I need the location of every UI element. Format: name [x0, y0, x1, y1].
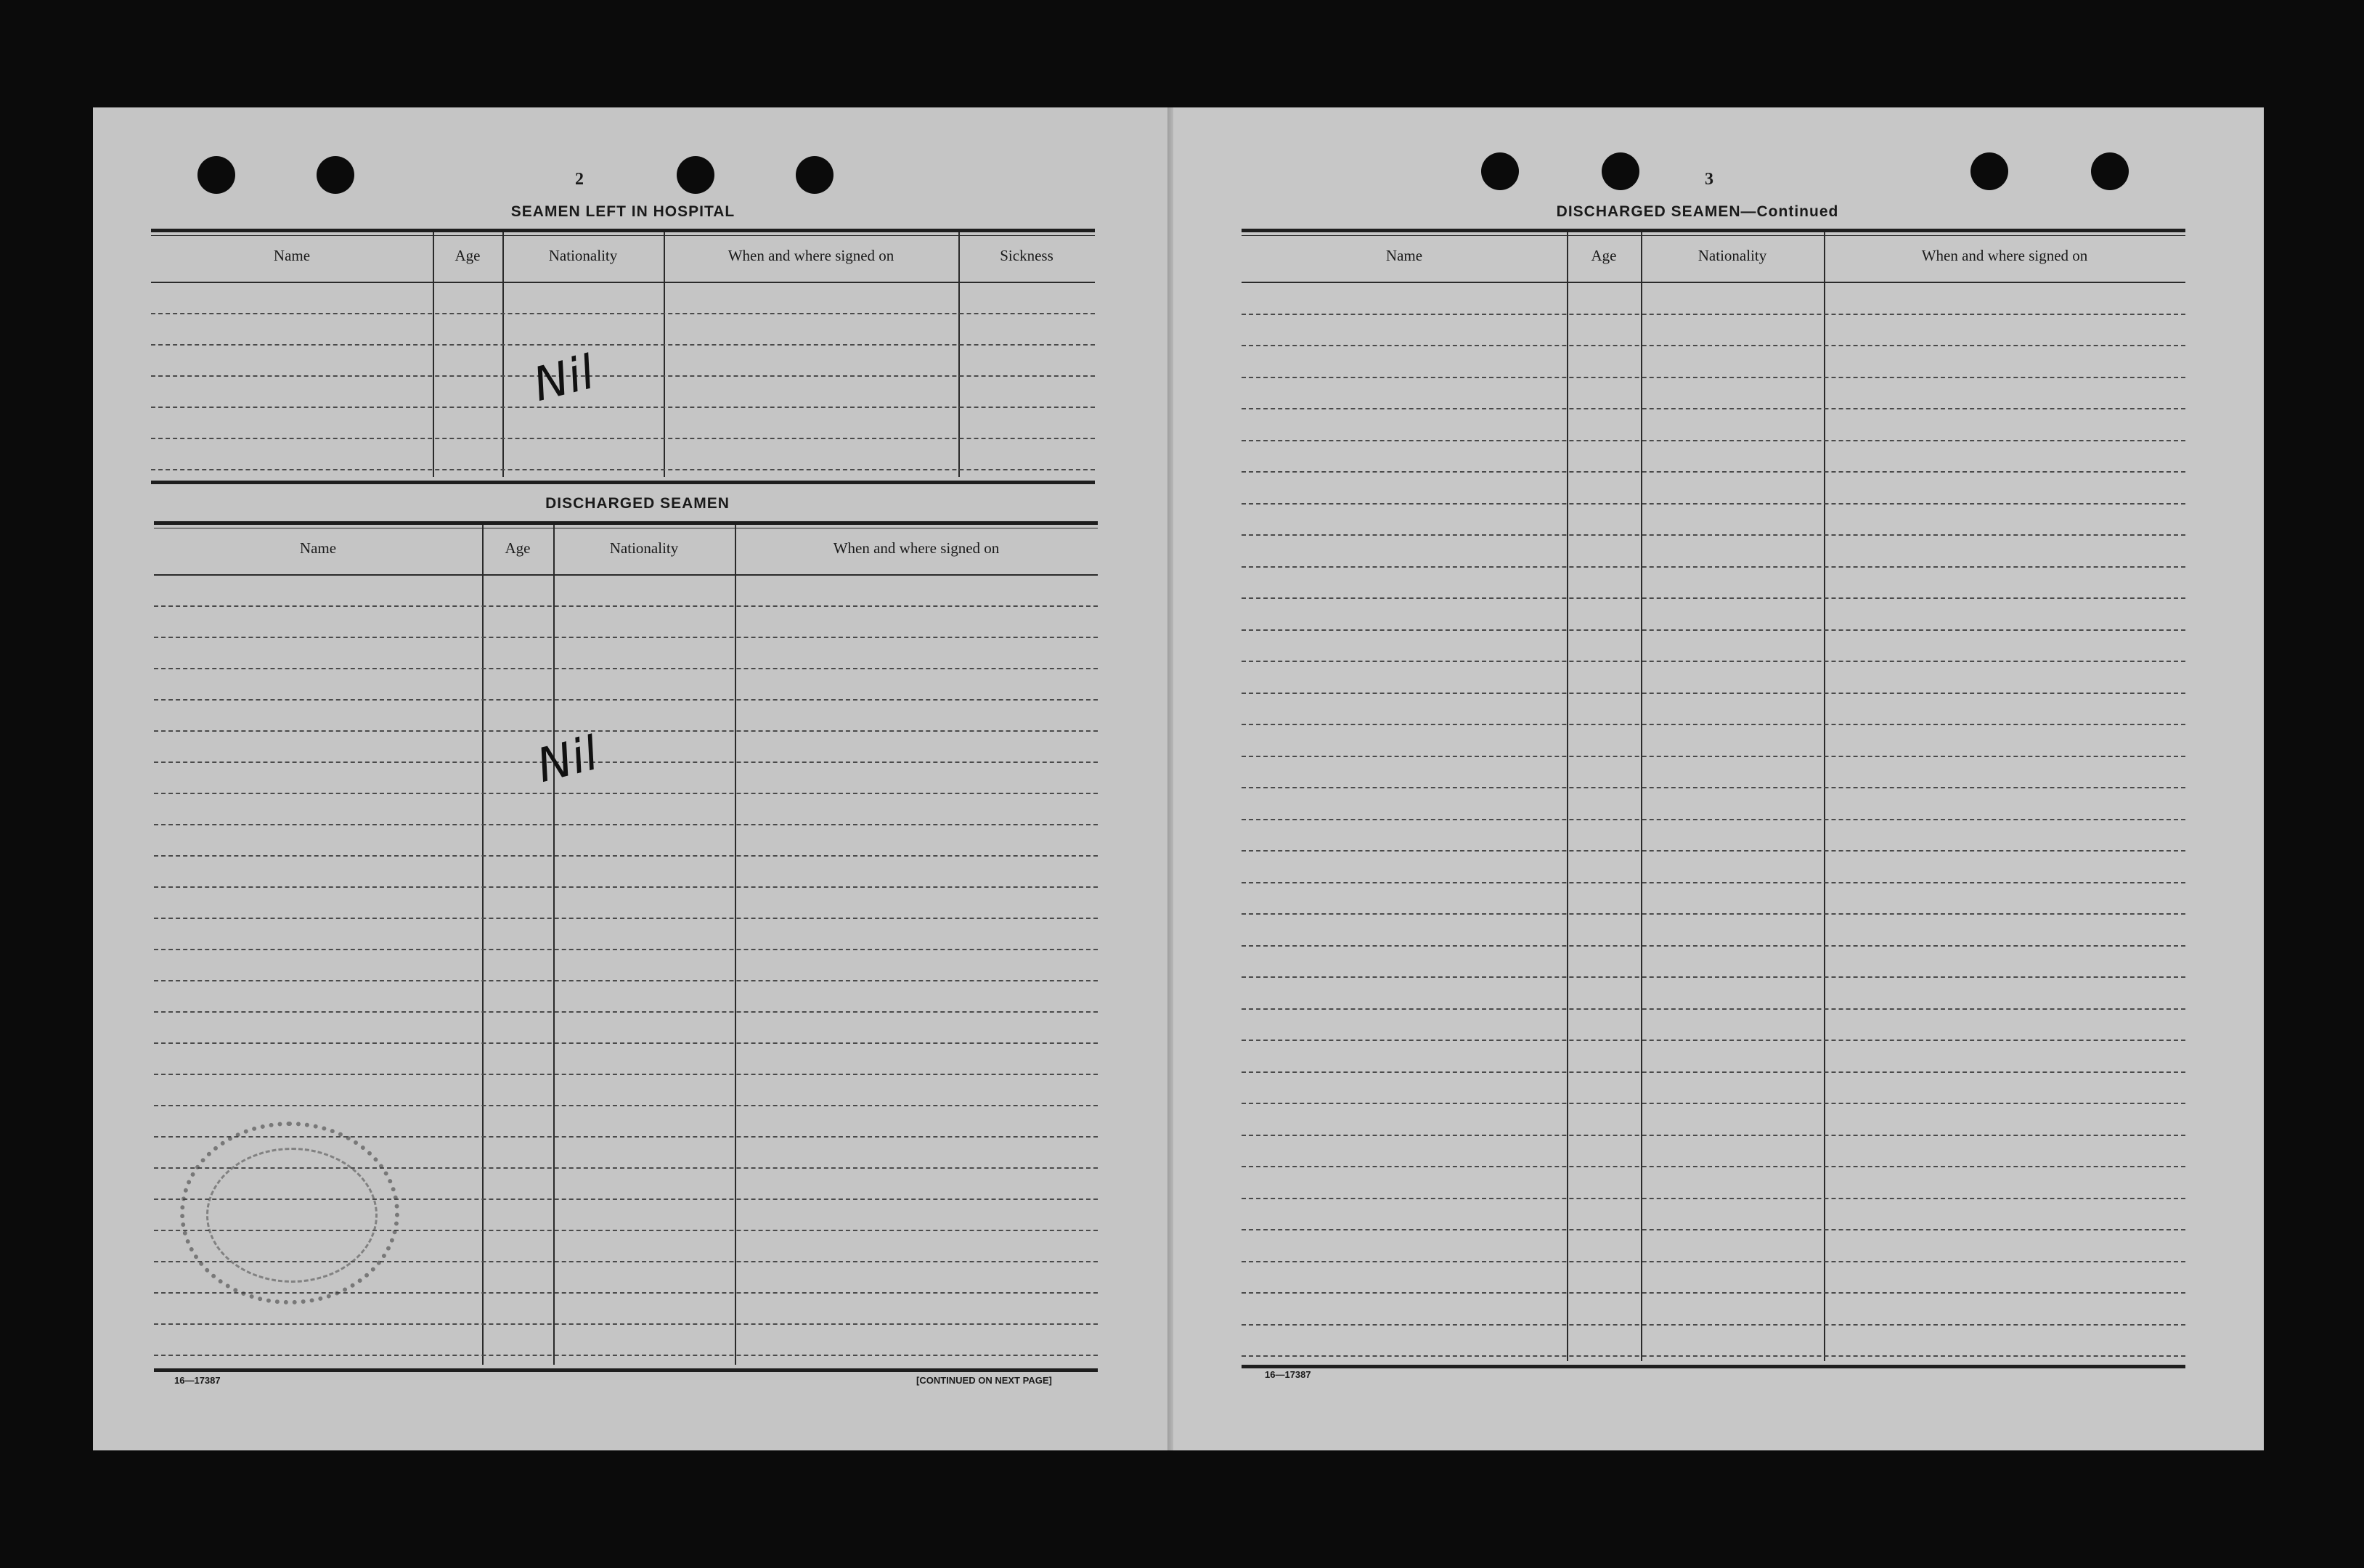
table-row [1242, 314, 2185, 315]
punch-hole [317, 156, 354, 194]
table-top-rule [1242, 235, 2185, 236]
column-divider [433, 232, 434, 477]
table-row [1242, 471, 2185, 473]
table-row [154, 668, 1098, 669]
handwritten-nil: Nil [531, 727, 604, 793]
table-row [154, 793, 1098, 794]
table-row [1242, 976, 2185, 978]
table-row [154, 1105, 1098, 1106]
table-top-rule [151, 235, 1095, 236]
punch-hole [677, 156, 714, 194]
column-divider [482, 525, 484, 1365]
table-row [154, 1042, 1098, 1044]
header-rule [1242, 282, 2185, 283]
stamp-inner-ring [206, 1148, 378, 1283]
handwritten-nil: Nil [528, 346, 600, 412]
table-row [1242, 724, 2185, 725]
table-row [1242, 661, 2185, 662]
punch-hole [796, 156, 833, 194]
table-row [1242, 597, 2185, 599]
table-row [1242, 1103, 2185, 1104]
punch-hole [1481, 152, 1519, 190]
column-divider [1641, 232, 1642, 1361]
table-row [151, 407, 1095, 408]
table-row [154, 761, 1098, 763]
table-row [1242, 345, 2185, 346]
header-rule [151, 282, 1095, 283]
table-row [151, 375, 1095, 377]
table-row [154, 980, 1098, 981]
table-row [154, 605, 1098, 607]
discharged-section-title: DISCHARGED SEAMEN [545, 495, 730, 512]
table-row [1242, 693, 2185, 694]
column-divider [664, 232, 665, 477]
table-row [1242, 440, 2185, 441]
table-row [1242, 819, 2185, 820]
form-number: 16—17387 [1265, 1369, 1311, 1380]
official-stamp [180, 1122, 399, 1304]
table-row [1242, 1135, 2185, 1136]
form-number: 16—17387 [174, 1375, 221, 1386]
table-row [151, 438, 1095, 439]
column-divider [1824, 232, 1825, 1361]
table-row [1242, 1071, 2185, 1073]
table-row [1242, 1198, 2185, 1199]
table-row [1242, 1261, 2185, 1262]
page-number: 2 [575, 170, 584, 189]
table-row [1242, 629, 2185, 631]
column-divider [502, 232, 504, 477]
table-row [154, 637, 1098, 638]
table-row [154, 730, 1098, 732]
column-header: Age [455, 247, 481, 264]
punch-hole [2091, 152, 2129, 190]
table-row [1242, 1355, 2185, 1357]
column-header: Age [1591, 247, 1617, 264]
table-row [1242, 882, 2185, 883]
table-row [151, 469, 1095, 470]
table-row [154, 949, 1098, 950]
column-divider [553, 525, 555, 1365]
table-row [1242, 756, 2185, 757]
punch-hole [1970, 152, 2008, 190]
column-header: When and where signed on [833, 539, 1000, 557]
table-row [1242, 913, 2185, 915]
table-row [1242, 1324, 2185, 1326]
column-divider [735, 525, 736, 1365]
column-header: When and where signed on [1921, 247, 2088, 264]
table-row [154, 824, 1098, 825]
column-header: Age [505, 539, 531, 557]
table-row [154, 855, 1098, 857]
continued-note: [CONTINUED ON NEXT PAGE] [916, 1375, 1052, 1386]
header-rule [154, 574, 1098, 576]
table-row [1242, 408, 2185, 409]
table-row [154, 918, 1098, 919]
table-row [154, 699, 1098, 701]
table-row [151, 344, 1095, 346]
table-row [1242, 503, 2185, 505]
table-row [1242, 945, 2185, 947]
column-header: Sickness [1000, 247, 1053, 264]
table-row [1242, 787, 2185, 788]
column-header: Name [299, 539, 337, 557]
column-header: Nationality [609, 539, 679, 557]
table-row [1242, 1229, 2185, 1230]
column-header: Nationality [548, 247, 618, 264]
table-row [154, 1011, 1098, 1013]
hospital-section-title: SEAMEN LEFT IN HOSPITAL [510, 203, 735, 220]
table-row [1242, 1166, 2185, 1167]
page-number: 3 [1705, 170, 1713, 189]
table-row [1242, 534, 2185, 536]
punch-hole [197, 156, 235, 194]
discharged-continued-table [1242, 229, 2185, 1368]
table-row [154, 1323, 1098, 1325]
table-row [1242, 377, 2185, 378]
table-row [1242, 566, 2185, 568]
table-row [154, 1074, 1098, 1075]
punch-hole [1602, 152, 1639, 190]
table-row [1242, 850, 2185, 852]
page-spine [1167, 107, 1173, 1450]
table-row [154, 886, 1098, 888]
discharged-continued-title: DISCHARGED SEAMEN—Continued [1556, 203, 1839, 220]
table-row [151, 313, 1095, 314]
column-header: When and where signed on [727, 247, 894, 264]
table-row [1242, 1040, 2185, 1041]
column-header: Name [1385, 247, 1423, 264]
table-row [154, 1355, 1098, 1356]
column-header: Name [273, 247, 311, 264]
column-divider [1567, 232, 1568, 1361]
column-divider [958, 232, 960, 477]
hospital-table [151, 229, 1095, 484]
table-row [1242, 1292, 2185, 1294]
column-header: Nationality [1697, 247, 1767, 264]
table-row [1242, 1008, 2185, 1010]
